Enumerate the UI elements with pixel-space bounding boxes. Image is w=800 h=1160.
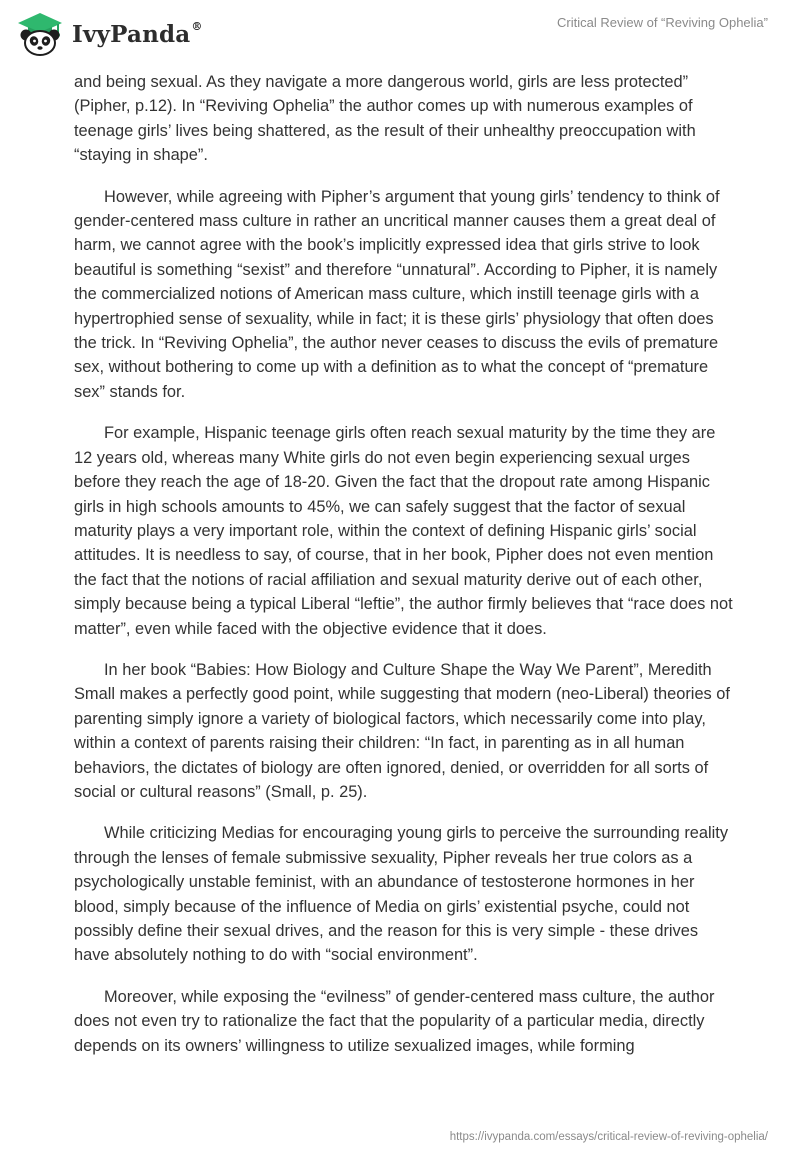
page-header — [0, 0, 800, 70]
logo-wordmark: IvyPanda® — [72, 19, 203, 48]
essay-body — [74, 70, 734, 1075]
paragraph: For example, Hispanic teenage girls often reach sexual maturity by the time they are 12 years old, whereas many White girls do not even begin experiencing sexual urges before they reach the age of 18-20. Given the fact that the dropout rate among Hispanic girls in high schools amounts to 45%, we can safely suggest that the factor of sexual maturity plays a very important role, within the context of defining Hispanic girls’ social attitudes. It is needless to say, of course, that in her book, Pipher does not even mention the fact that the notions of racial affiliation and sexual maturity derive out of each other, simply because being a typical Liberal “leftie”, the author firmly believes that “race does not matter”, even while faced with the objective evidence that it does. — [74, 424, 733, 638]
document-title: Critical Review of “Reviving Ophelia” — [557, 15, 768, 30]
paragraph: However, while agreeing with Pipher’s argument that young girls’ tendency to think of gender-centered mass culture in rather an uncritical manner causes them a great deal of harm, we cannot agree with the book’s implicitly expressed idea that girls strive to look beautiful is something “sexist” and therefore “unnatural”. According to Pipher, it is namely the commercialized notions of American mass culture, which instill teenage girls with a hypertrophied sense of sexuality, while in fact; it is these girls’ physiology that often does the trick. In “Reviving Ophelia”, the author never ceases to discuss the evils of premature sex, without bothering to come up with a definition as to what the concept of “premature sex” stands for. — [74, 187, 720, 401]
paragraph: While criticizing Medias for encouraging young girls to perceive the surrounding reality through the lenses of female submissive sexuality, Pipher reveals her true colors as a psychologically unstable feminist, with an abundance of testosterone hormones in her blood, simply because of the influence of Media on girls’ existential psyche, could not possibly define their sexual drives, and the reason for this is very simple - these drives have absolutely nothing to do with “social environment”. — [74, 824, 729, 965]
ivypanda-logo[interactable] — [14, 8, 203, 58]
paragraph: Moreover, while exposing the “evilness” of gender-centered mass culture, the author does not even try to rationalize the fact that the popularity of a particular media, directly depends on its owners’ willingness to utilize sexualized images, while forming — [74, 987, 715, 1055]
source-url[interactable]: https://ivypanda.com/essays/critical-review-of-reviving-ophelia/ — [449, 1131, 768, 1143]
registered-mark: ® — [191, 19, 203, 33]
paragraph-continued: and being sexual. As they navigate a more dangerous world, girls are less protected” (Pipher, p.12). In “Reviving Ophelia” the author comes up with numerous examples of teenage girls’ lives being shattered, as the result of their unhealthy preoccupation with “staying in shape”. — [74, 73, 696, 165]
paragraph: In her book “Babies: How Biology and Culture Shape the Way We Parent”, Meredith Small makes a perfectly good point, while suggesting that modern (neo-Liberal) theories of parenting simply ignore a variety of biological factors, which necessarily come into play, within a context of parents raising their children: “In fact, in parenting as in all human behaviors, the dictates of biology are often ignored, denied, or overridden for all sorts of social or cultural reasons” (Small, p. 25). — [74, 660, 730, 801]
panda-graduate-icon — [14, 10, 66, 56]
